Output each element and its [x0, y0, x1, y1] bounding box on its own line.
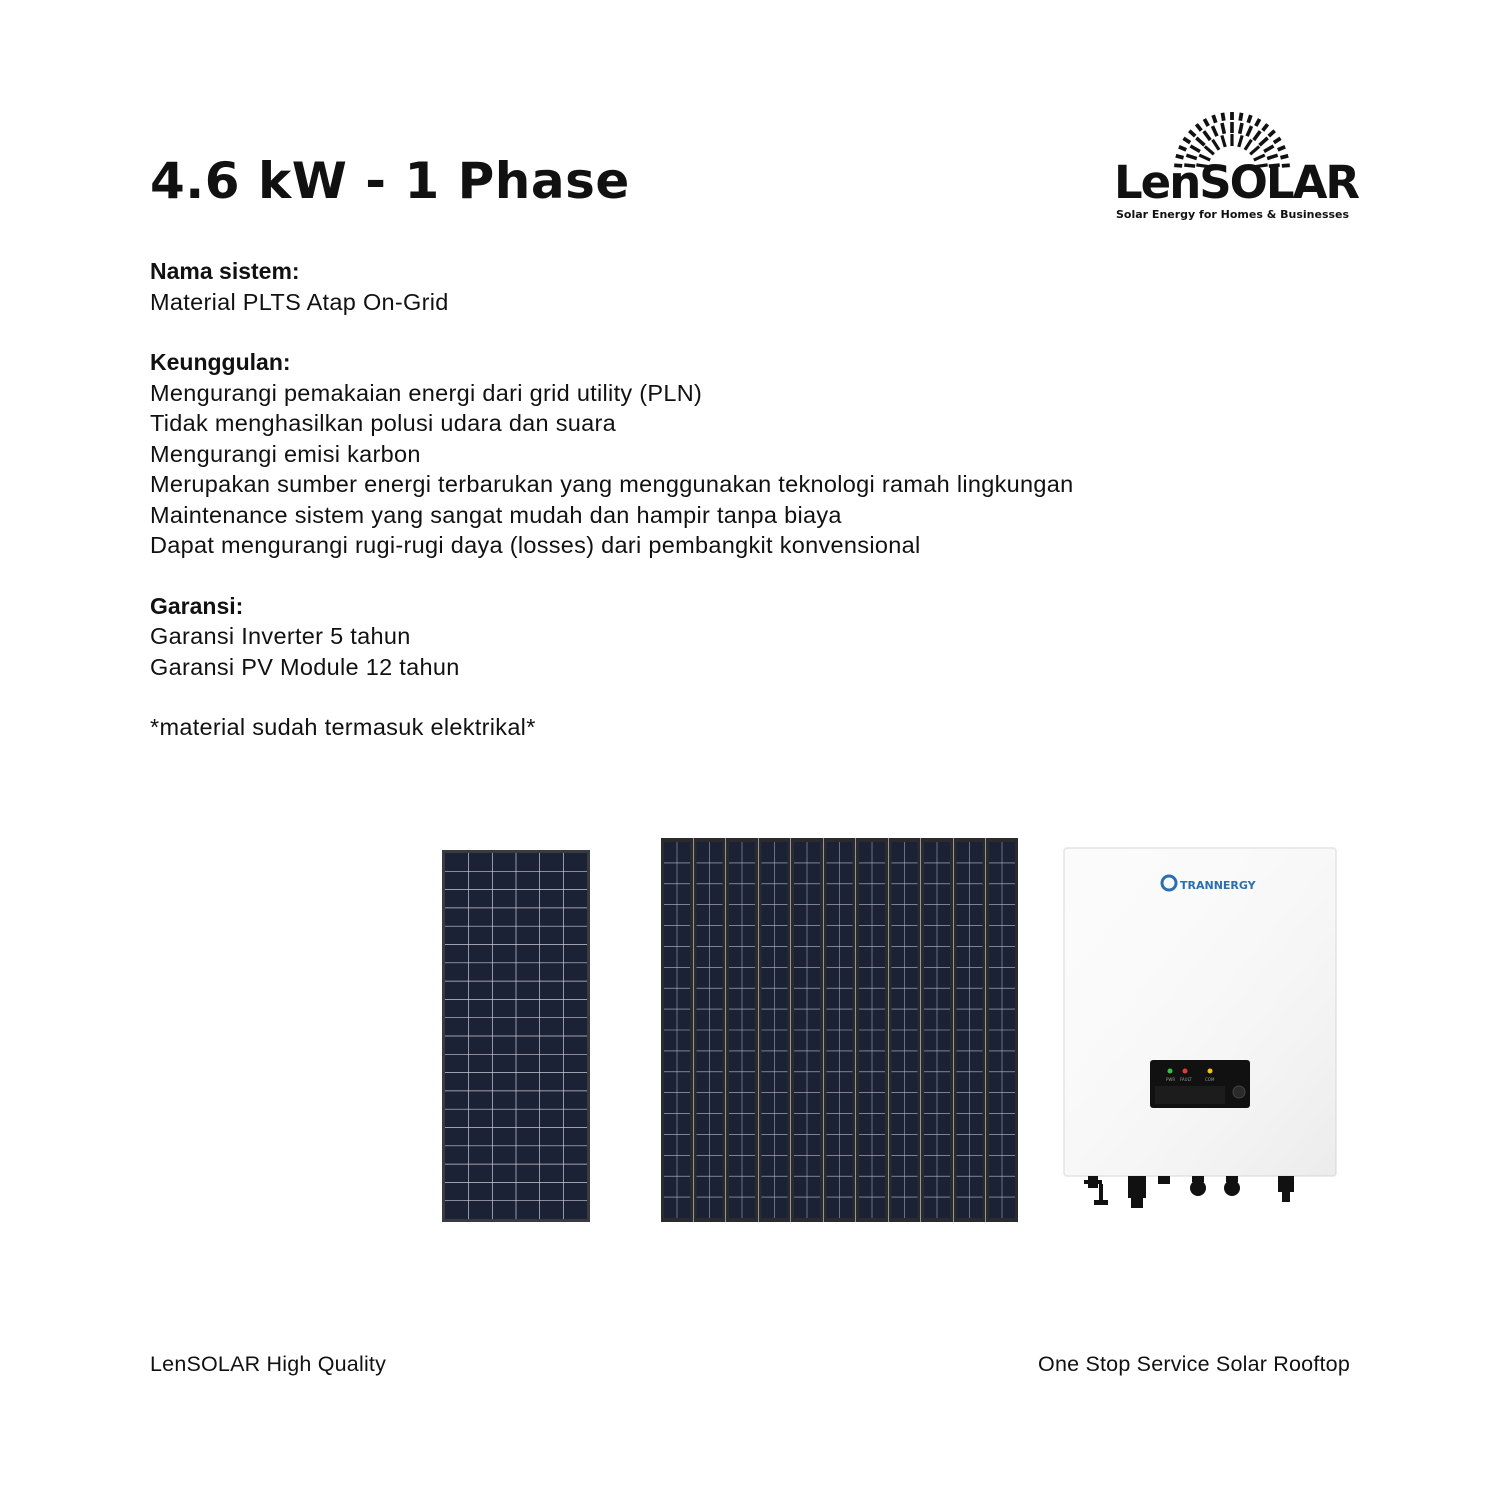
solar-panel-edge — [824, 838, 856, 1222]
solar-panel-edge — [856, 838, 888, 1222]
pwr-led-icon — [1168, 1069, 1173, 1074]
logo-wordmark: LenSOLAR — [1114, 156, 1359, 209]
section-line: Mengurangi emisi karbon — [150, 440, 421, 467]
section-label: Nama sistem: — [150, 258, 300, 284]
inverter-display — [1150, 1060, 1250, 1108]
section-warranty — [150, 591, 1350, 683]
section-advantages — [150, 347, 1350, 561]
solar-panel-stack — [442, 838, 1018, 1222]
solar-panel-front — [442, 850, 590, 1222]
inverter — [1064, 848, 1336, 1208]
section-label: Keunggulan: — [150, 349, 291, 375]
pwr-led-label: PWR — [1166, 1077, 1176, 1082]
solar-panel-edge — [986, 838, 1018, 1222]
section-line: Material PLTS Atap On-Grid — [150, 288, 449, 315]
section-line: Garansi Inverter 5 tahun — [150, 623, 411, 649]
solar-panel-edge — [889, 838, 921, 1222]
solar-panel-edge — [759, 838, 791, 1222]
section-system-name — [150, 256, 1350, 317]
fault-led-label: FAULT — [1180, 1077, 1192, 1082]
spec-content — [150, 256, 1350, 743]
solar-panel-edge — [726, 838, 758, 1222]
com-led-label: COM — [1205, 1077, 1215, 1082]
solar-panel-edge — [661, 838, 693, 1222]
section-label: Garansi: — [150, 592, 244, 619]
inverter-connectors — [1084, 1176, 1294, 1208]
footer-right-text: One Stop Service Solar Rooftop — [1038, 1352, 1350, 1376]
section-line: Mengurangi pemakaian energi dari grid utility (PLN) — [150, 379, 703, 406]
inverter-brand-label: TRANNERGY — [1180, 879, 1256, 892]
solar-panel-edge — [954, 838, 986, 1222]
brand-logo — [1112, 108, 1359, 226]
page-title: 4.6 kW - 1 Phase — [150, 152, 630, 210]
solar-panel-edge — [694, 838, 726, 1222]
com-led-icon — [1208, 1069, 1213, 1074]
fault-led-icon — [1183, 1069, 1188, 1074]
solar-panel-edge — [921, 838, 953, 1222]
solar-panel-edge — [791, 838, 823, 1222]
section-line: Merupakan sumber energi terbarukan yang menggunakan teknologi ramah lingkungan — [150, 471, 1074, 497]
product-illustration — [430, 820, 1360, 1240]
section-line: Maintenance sistem yang sangat mudah dan hampir tanpa biaya — [150, 501, 842, 528]
material-note: *material sudah termasuk elektrikal* — [150, 714, 536, 740]
product-image — [430, 820, 1360, 1240]
footer-left-text: LenSOLAR High Quality — [150, 1352, 387, 1376]
section-line: Garansi PV Module 12 tahun — [150, 653, 460, 680]
section-line: Tidak menghasilkan polusi udara dan suara — [150, 410, 617, 436]
logo-tagline: Solar Energy for Homes & Businesses — [1116, 208, 1350, 221]
section-line: Dapat mengurangi rugi-rugi daya (losses) dari pembangkit konvensional — [150, 532, 921, 558]
